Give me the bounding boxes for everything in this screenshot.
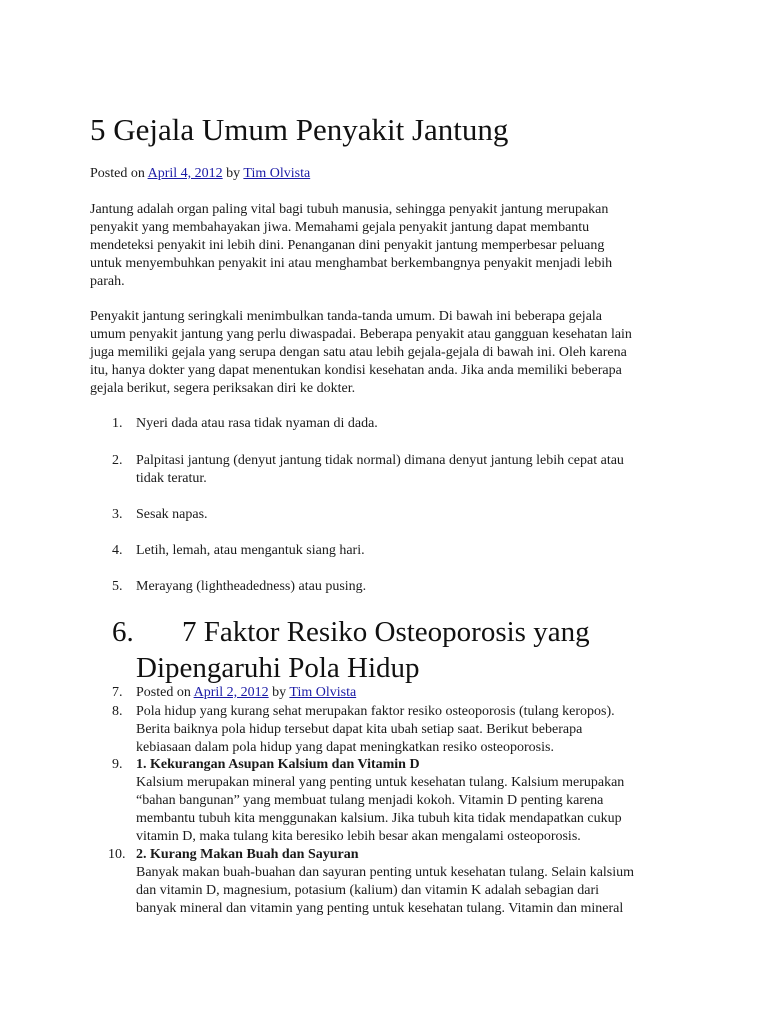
paragraph-line: umum penyakit jantung yang perlu diwaspadai. Beberapa penyakit atau gangguan kesehatan lain	[90, 327, 632, 342]
heading-line: Dipengaruhi Pola Hidup	[136, 652, 420, 684]
list-item-text: Palpitasi jantung (denyut jantung tidak normal) dimana denyut jantung lebih cepat atau	[136, 453, 624, 468]
list-item-text: kebiasaan dalam pola hidup yang dapat meningkatkan resiko osteoporosis.	[136, 740, 554, 755]
list-number: 9.	[112, 757, 123, 772]
posted-on-label: Posted on	[90, 166, 145, 181]
paragraph-line: untuk menyembuhkan penyakit ini atau menghambat berkembangnya penyakit menjadi lebih	[90, 256, 613, 271]
list-item-text: membantu tubuh kita menggunakan kalsium. Jika tubuh kita tidak mendapatkan cukup	[136, 811, 622, 826]
article-title: 5 Gejala Umum Penyakit Jantung	[90, 112, 509, 147]
list-item-text: Kalsium merupakan mineral yang penting untuk kesehatan tulang. Kalsium merupakan	[136, 775, 625, 790]
section-heading: 1. Kekurangan Asupan Kalsium dan Vitamin D	[136, 757, 420, 772]
paragraph-line: mendeteksi penyakit ini lebih dini. Penanganan dini penyakit jantung memperbesar peluang	[90, 238, 605, 253]
list-item-text: “bahan bangunan” yang membuat tulang menjadi kokoh. Vitamin D penting karena	[136, 793, 604, 808]
author-link[interactable]: Tim Olvista	[243, 166, 311, 181]
list-item-text: vitamin D, maka tulang kita beresiko lebih besar akan mengalami osteoporosis.	[136, 829, 581, 844]
author-link[interactable]: Tim Olvista	[289, 685, 357, 700]
list-item-text: dan vitamin D, magnesium, potasium (kalium) dan vitamin K adalah sebagian dari	[136, 883, 600, 898]
list-number: 8.	[112, 704, 123, 719]
list-number: 2.	[112, 453, 123, 468]
list-item-text: Nyeri dada atau rasa tidak nyaman di dada.	[136, 416, 378, 431]
list-item-text: Berita baiknya pola hidup tersebut dapat kita ubah setiap saat. Berikut beberapa	[136, 722, 583, 737]
paragraph-line: Jantung adalah organ paling vital bagi tubuh manusia, sehingga penyakit jantung merupakan	[90, 202, 609, 217]
by-label: by	[272, 685, 287, 700]
section-heading: 2. Kurang Makan Buah dan Sayuran	[136, 847, 359, 862]
list-item-text: Pola hidup yang kurang sehat merupakan faktor resiko osteoporosis (tulang keropos).	[136, 704, 615, 719]
list-number: 3.	[112, 507, 123, 522]
heading-number: 6.	[112, 616, 134, 648]
heading-line: 7 Faktor Resiko Osteoporosis yang	[182, 616, 590, 648]
intro-paragraph	[90, 201, 670, 291]
symptoms-intro-paragraph	[90, 308, 670, 398]
paragraph-line: Penyakit jantung seringkali menimbulkan tanda-tanda umum. Di bawah ini beberapa gejala	[90, 309, 603, 324]
list-item-text: Sesak napas.	[136, 507, 208, 522]
post-date-link[interactable]: April 2, 2012	[193, 685, 269, 700]
paragraph-line: gejala berikut, segera periksakan diri ke dokter.	[90, 381, 356, 396]
list-item-text: Banyak makan buah-buahan dan sayuran penting untuk kesehatan tulang. Selain kalsium	[136, 865, 635, 880]
list-number: 5.	[112, 579, 123, 594]
paragraph-line: itu, hanya dokter yang dapat menentukan kondisi kesehatan anda. Jika anda memiliki beberapa	[90, 363, 622, 378]
post-meta	[90, 164, 310, 184]
list-number: 7.	[112, 685, 123, 700]
list-item-text: Merayang (lightheadedness) atau pusing.	[136, 579, 367, 594]
post-date-link[interactable]: April 4, 2012	[147, 166, 223, 181]
list-number: 10.	[108, 847, 126, 862]
paragraph-line: parah.	[90, 274, 125, 289]
paragraph-line: juga memiliki gejala yang serupa dengan satu atau lebih gejala-gejala di bawah ini. Oleh karena	[90, 345, 627, 360]
list-number: 1.	[112, 416, 123, 431]
list-item-text: Letih, lemah, atau mengantuk siang hari.	[136, 543, 365, 558]
list-number: 4.	[112, 543, 123, 558]
by-label: by	[226, 166, 241, 181]
paragraph-line: penyakit yang membahayakan jiwa. Memahami gejala penyakit jantung dapat membantu	[90, 220, 590, 235]
posted-on-label: Posted on	[136, 685, 191, 700]
list-item-text: banyak mineral dan vitamin yang penting untuk kesehatan tulang. Vitamin dan mineral	[136, 901, 624, 916]
list-item-text: tidak teratur.	[136, 471, 207, 486]
